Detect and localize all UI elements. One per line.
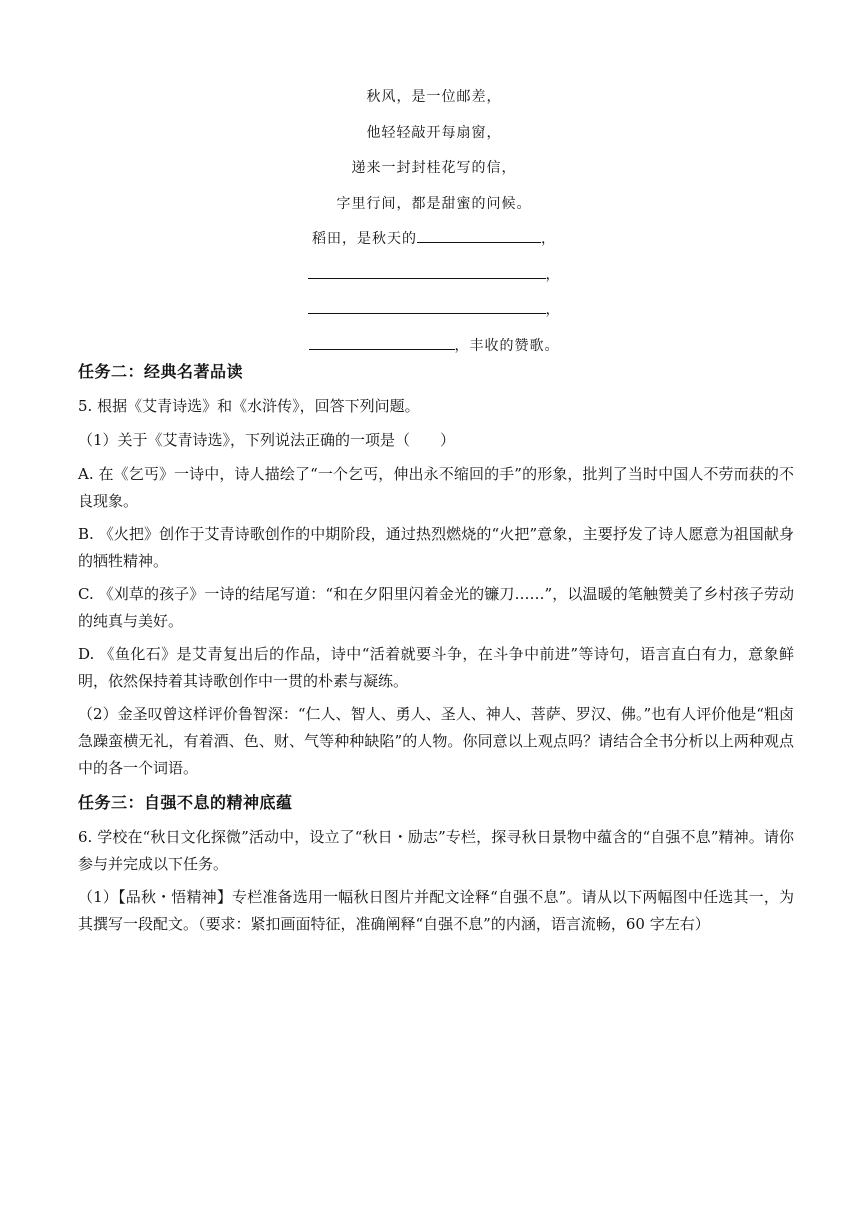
question-5-2: （2）金圣叹曾这样评价鲁智深：“仁人、智人、勇人、圣人、神人、菩萨、罗汉、佛。”也有人评价他是“粗卤急躁蛮横无礼，有着酒、色、财、气等种种缺陷”的人物。你同意以上观点吗？请结合全书分析以上两种观点中的各一个词语。 [78, 705, 794, 777]
poem-blank-suffix: ，丰收的赞歌。 [454, 337, 560, 354]
poem-blank-line-1 [0, 228, 868, 264]
poem-line: 秋风，是一位邮差， [366, 89, 502, 105]
task2-heading: 任务二：经典名著品读 [78, 362, 244, 381]
poem-blank-prefix: 稻田，是秋天的 [312, 231, 417, 247]
option-c[interactable] [78, 581, 794, 635]
option-label: C. [78, 585, 94, 603]
option-text: 《刈草的孩子》一诗的结尾写道：“和在夕阳里闪着金光的镰刀……”，以温暖的笔触赞美了乡村孩子劳动的纯真与美好。 [78, 585, 794, 630]
fill-blank[interactable] [308, 264, 546, 279]
option-a[interactable] [78, 461, 794, 515]
task3-heading: 任务三：自强不息的精神底蕴 [78, 793, 293, 812]
option-text: 在《乞丐》一诗中，诗人描绘了“一个乞丐，伸出永不缩回的手”的形象，批判了当时中国人不劳而获的不良现象。 [78, 465, 794, 510]
poem-blank-suffix: ， [545, 266, 561, 283]
poem-line: 他轻轻敲开每扇窗， [366, 124, 502, 141]
question-6-1: （1）【品秋・悟精神】专栏准备选用一幅秋日图片并配文诠释“自强不息”。请从以下两幅图中任选其一，为其撰写一段配文。（要求：紧扣画面特征，准确阐释“自强不息”的内涵，语言流畅，60 字左右） [78, 888, 794, 933]
poem-blank-line-3 [0, 299, 868, 335]
option-label: A. [78, 465, 94, 483]
question-5-1: （1）关于《艾青诗选》，下列说法正确的一项是（ ） [78, 431, 456, 449]
poem-line: 字里行间，都是甜蜜的问候。 [336, 195, 532, 212]
question-5-stem: 5. 根据《艾青诗选》和《水浒传》，回答下列问题。 [78, 397, 420, 415]
option-label: B. [78, 525, 94, 543]
fill-blank[interactable] [308, 299, 546, 314]
question-content [78, 357, 794, 938]
poem-line: 递来一封封桂花写的信， [351, 160, 517, 176]
option-label: D. [78, 645, 95, 663]
poem-block [0, 86, 868, 370]
option-text: 《火把》创作于艾青诗歌创作的中期阶段，通过热烈燃烧的“火把”意象，主要抒发了诗人愿意为祖国献身的牺牲精神。 [78, 525, 794, 570]
question-6-stem: 6. 学校在“秋日文化探微”活动中，设立了“秋日・励志”专栏，探寻秋日景物中蕴含的“自强不息”精神。请你参与并完成以下任务。 [78, 828, 794, 873]
fill-blank[interactable] [417, 228, 541, 243]
poem-blank-suffix: ， [545, 302, 561, 318]
option-text: 《鱼化石》是艾青复出后的作品，诗中“活着就要斗争，在斗争中前进”等诗句，语言直白有力，意象鲜明，依然保持着其诗歌创作中一贯的朴素与凝练。 [78, 645, 794, 690]
option-d[interactable] [78, 641, 794, 695]
poem-blank-suffix: ， [541, 231, 556, 247]
option-b[interactable] [78, 521, 794, 575]
fill-blank[interactable] [309, 335, 455, 350]
poem-blank-line-2 [0, 264, 868, 300]
